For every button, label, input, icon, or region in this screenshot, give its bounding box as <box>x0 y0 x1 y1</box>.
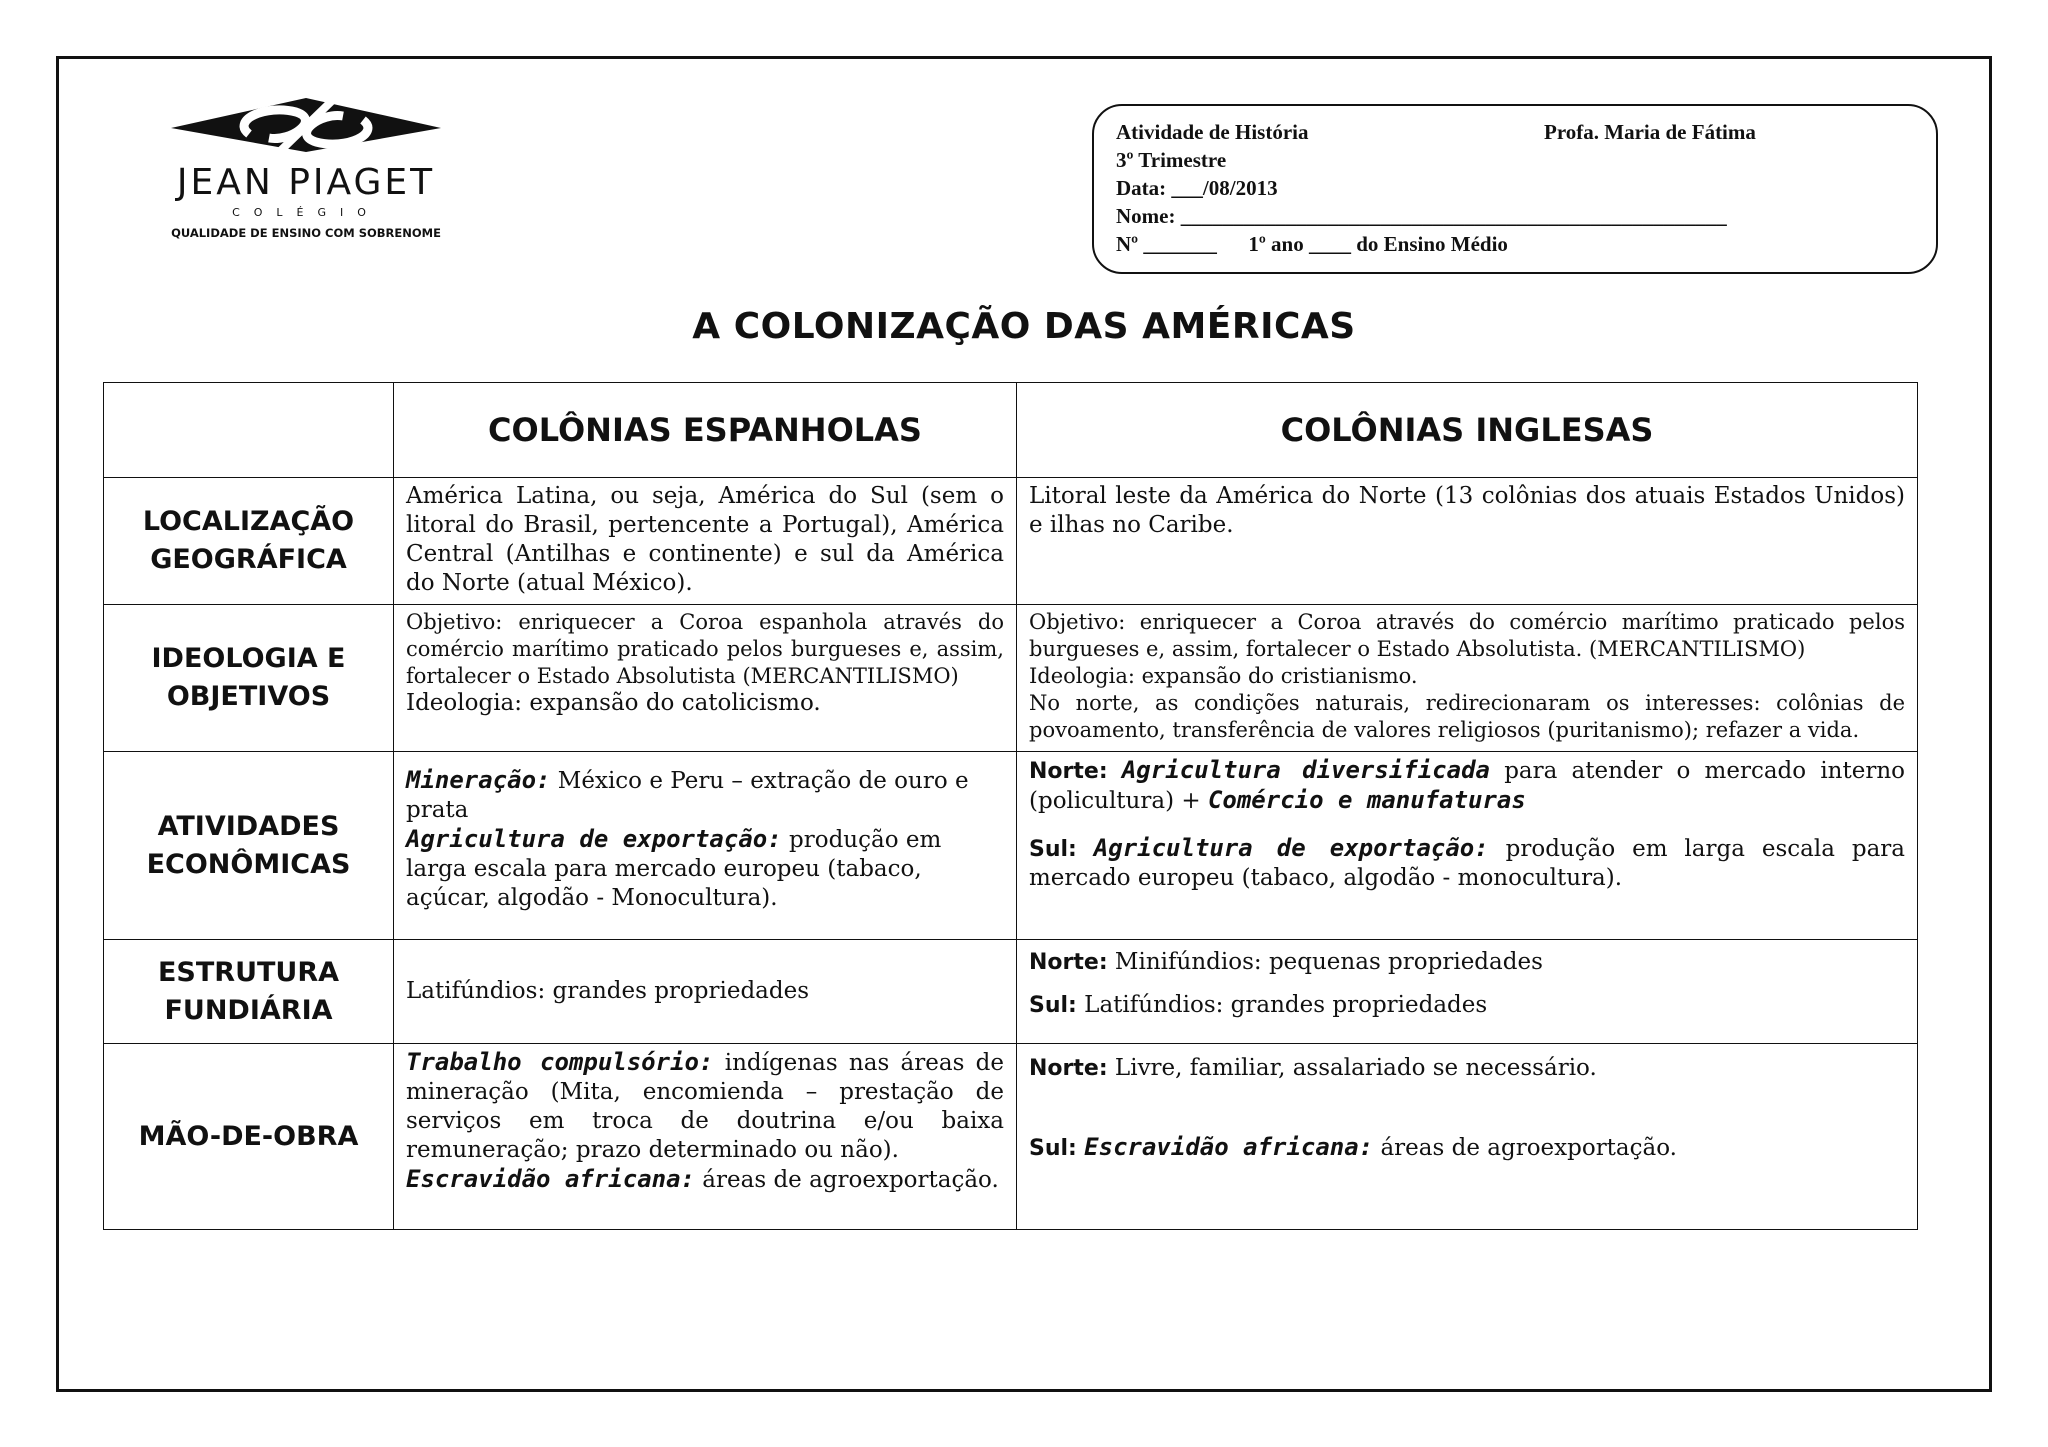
cell-spanish-ideologia <box>394 605 1017 752</box>
spanish-african-slavery-text: Escravidão africana: áreas de agroexportação. <box>406 1165 999 1193</box>
column-header-english: COLÔNIAS INGLESAS <box>1017 383 1918 478</box>
english-north-labor-text: Norte: Livre, familiar, assalariado se necessário. <box>1029 1055 1597 1081</box>
page-title: A COLONIZAÇÃO DAS AMÉRICAS <box>692 306 1356 347</box>
header-info-box <box>1092 104 1938 274</box>
cell-english-estrutura <box>1017 940 1918 1044</box>
english-south-activities-text: Sul: Agricultura de exportação: produção em larga escala para mercado europeu (tabaco, algodão - monocultura). <box>1029 834 1905 891</box>
english-north-land-text: Norte: Minifúndios: pequenas propriedades <box>1029 949 1543 975</box>
row-header-atividades: ATIVIDADES ECONÔMICAS <box>104 752 394 940</box>
row-header-estrutura: ESTRUTURA FUNDIÁRIA <box>104 940 394 1044</box>
spanish-agriculture-text: Agricultura de exportação: produção em larga escala para mercado europeu (tabaco, açúcar, algodão - Monocultura). <box>406 825 942 911</box>
cell-english-ideologia <box>1017 605 1918 752</box>
teacher-label: Profa. Maria de Fátima <box>1544 120 1756 144</box>
spanish-mining-text: Mineração: México e Peru – extração de ouro e prata <box>406 766 969 823</box>
spanish-objective-text: Objetivo: enriquecer a Coroa espanhola através do comércio marítimo praticado pelos burgueses e, assim, fortalecer o Estado Absolutista (MERCANTILISMO) <box>406 610 1004 688</box>
cell-spanish-localizacao: América Latina, ou seja, América do Sul (sem o litoral do Brasil, pertencente a Portugal), América Central (Antilhas e continente) e sul da América do Norte (atual México). <box>394 478 1017 605</box>
english-ideology-text: Ideologia: expansão do cristianismo. <box>1029 664 1418 688</box>
name-field: Nome: ____________________________________________________ <box>1116 204 1727 228</box>
table-header-row <box>104 383 1918 478</box>
cell-spanish-atividades <box>394 752 1017 940</box>
comparison-table <box>103 382 1918 1230</box>
english-south-labor-text: Sul: Escravidão africana: áreas de agroexportação. <box>1029 1133 1677 1161</box>
english-north-note-text: No norte, as condições naturais, redirecionaram os interesses: colônias de povoamento, transferência de valores religiosos (puritanismo); refazer a vida. <box>1029 691 1905 742</box>
cell-english-maodeobra <box>1017 1044 1918 1230</box>
cell-spanish-maodeobra <box>394 1044 1017 1230</box>
row-header-localizacao: LOCALIZAÇÃO GEOGRÁFICA <box>104 478 394 605</box>
english-south-land-text: Sul: Latifúndios: grandes propriedades <box>1029 992 1488 1018</box>
date-field: Data: ___/08/2013 <box>1116 176 1278 200</box>
spanish-ideology-text: Ideologia: expansão do catolicismo. <box>406 690 821 716</box>
school-logo <box>136 90 476 250</box>
cell-english-localizacao: Litoral leste da América do Norte (13 colônias dos atuais Estados Unidos) e ilhas no Caribe. <box>1017 478 1918 605</box>
table-row <box>104 478 1918 605</box>
row-header-ideologia: IDEOLOGIA E OBJETIVOS <box>104 605 394 752</box>
column-header-spanish: COLÔNIAS ESPANHOLAS <box>394 383 1017 478</box>
english-objective-text: Objetivo: enriquecer a Coroa através do comércio marítimo praticado pelos burgueses e, assim, fortalecer o Estado Absolutista. (MERCANTILISMO) <box>1029 610 1905 661</box>
table-row <box>104 1044 1918 1230</box>
term-label: 3º Trimestre <box>1116 148 1227 172</box>
empty-corner-cell <box>104 383 394 478</box>
table-row <box>104 605 1918 752</box>
cell-english-atividades <box>1017 752 1918 940</box>
number-class-field: Nº _______ 1º ano ____ do Ensino Médio <box>1116 232 1508 256</box>
table-row <box>104 940 1918 1044</box>
logo-subtitle: COLÉGIO <box>232 206 380 219</box>
english-north-activities-text: Norte: Agricultura diversificada para atender o mercado interno (policultura) + Comércio e manufaturas <box>1029 756 1906 814</box>
logo-tagline: QUALIDADE DE ENSINO COM SOBRENOME <box>171 226 441 240</box>
spanish-compulsory-work-text: Trabalho compulsório: indígenas nas áreas de mineração (Mita, encomienda – prestação de serviços em troca de doutrina e/ou baixa remuneração; prazo determinado ou não). <box>406 1048 1004 1163</box>
logo-name: JEAN PIAGET <box>176 162 436 203</box>
logo-emblem-icon <box>171 90 441 160</box>
cell-spanish-estrutura: Latifúndios: grandes propriedades <box>394 940 1017 1044</box>
row-header-maodeobra: MÃO-DE-OBRA <box>104 1044 394 1230</box>
activity-label: Atividade de História <box>1116 120 1309 144</box>
table-row <box>104 752 1918 940</box>
